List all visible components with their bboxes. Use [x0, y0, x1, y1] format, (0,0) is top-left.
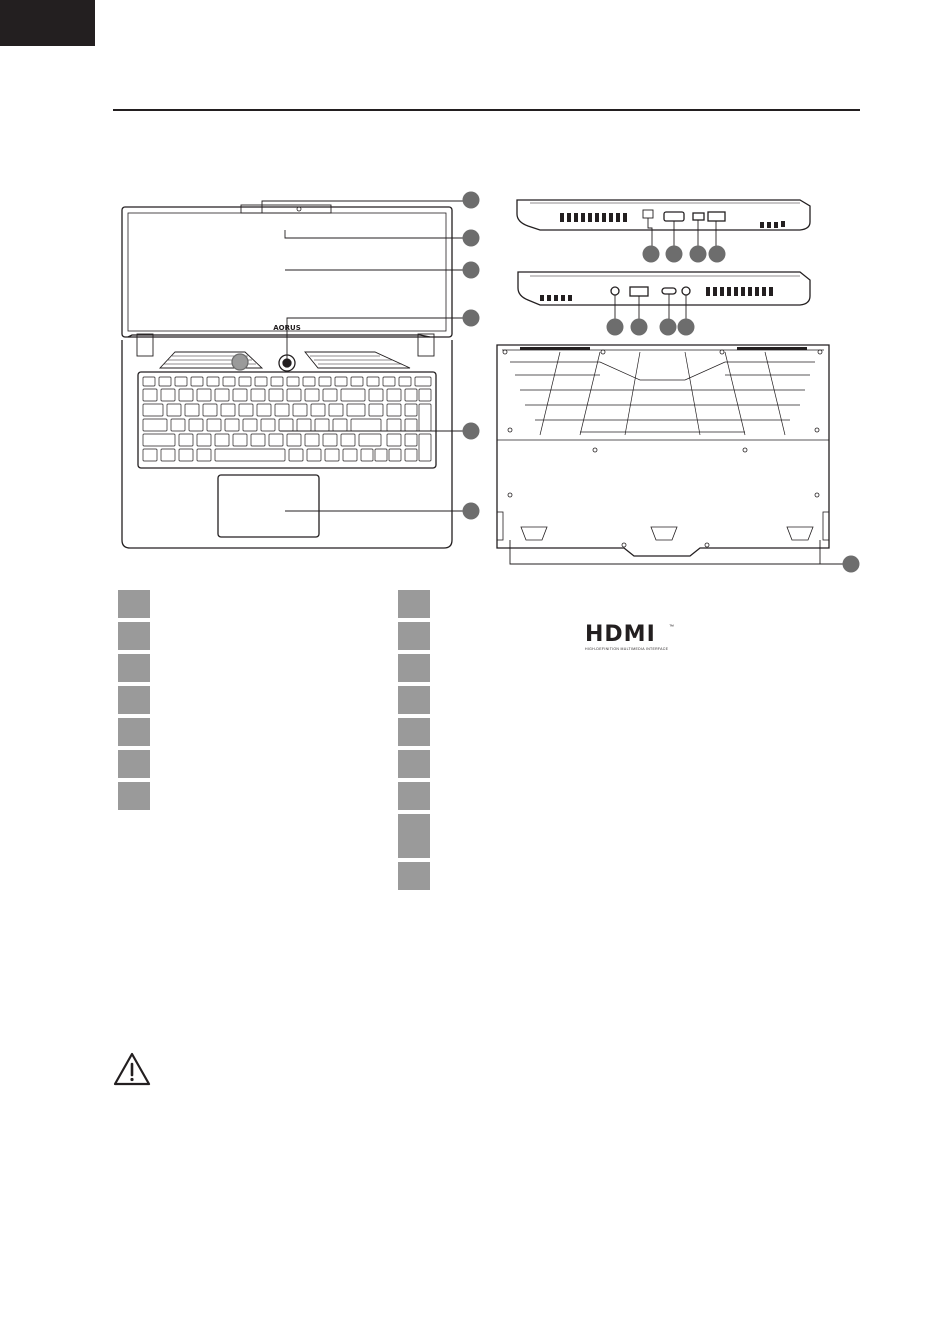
hdmi-tagline: HIGH-DEFINITION MULTIMEDIA INTERFACE: [585, 647, 669, 651]
side-view-right: [517, 200, 810, 246]
legend-cell: [118, 654, 150, 682]
callout-circle-icon: [843, 556, 860, 573]
callout-circle-icon: [709, 246, 726, 263]
legend-cell: [398, 622, 430, 650]
hdmi-logo: [585, 624, 685, 650]
legend-cell: [398, 814, 430, 858]
legend-cell: [118, 686, 150, 714]
callout-circle-icon: [463, 192, 480, 209]
callout-circles: [463, 192, 860, 573]
legend-cell: [398, 782, 430, 810]
legend-cell: [118, 622, 150, 650]
legend-cell: [398, 590, 430, 618]
callout-circle-icon: [463, 423, 480, 440]
hdmi-trademark: ™: [669, 624, 674, 630]
legend-cell: [118, 750, 150, 778]
callout-circle-icon: [666, 246, 683, 263]
legend-cell: [118, 718, 150, 746]
callout-circle-icon: [607, 319, 624, 336]
legend-cell: [118, 590, 150, 618]
callout-circle-icon: [463, 310, 480, 327]
legend-cell: [398, 718, 430, 746]
svg-text:AORUS: AORUS: [273, 324, 301, 332]
callout-circle-icon: [463, 230, 480, 247]
legend-cell: [398, 862, 430, 890]
warning-triangle-icon: [113, 1052, 151, 1086]
hdmi-wordmark: HDMI: [585, 622, 656, 647]
laptop-top-view: [122, 205, 452, 548]
bottom-view: [497, 345, 850, 564]
callout-circle-icon: [463, 262, 480, 279]
callout-circle-icon: [643, 246, 660, 263]
laptop-diagram: [0, 0, 950, 600]
callout-circle-icon: [690, 246, 707, 263]
side-view-left: [518, 272, 810, 320]
legend-cell: [398, 750, 430, 778]
callout-circle-icon: [660, 319, 677, 336]
callout-circle-icon: [631, 319, 648, 336]
legend-cell: [398, 686, 430, 714]
callout-circle-icon: [463, 503, 480, 520]
callout-circle-icon: [678, 319, 695, 336]
legend-cell: [118, 782, 150, 810]
legend-cell: [398, 654, 430, 682]
